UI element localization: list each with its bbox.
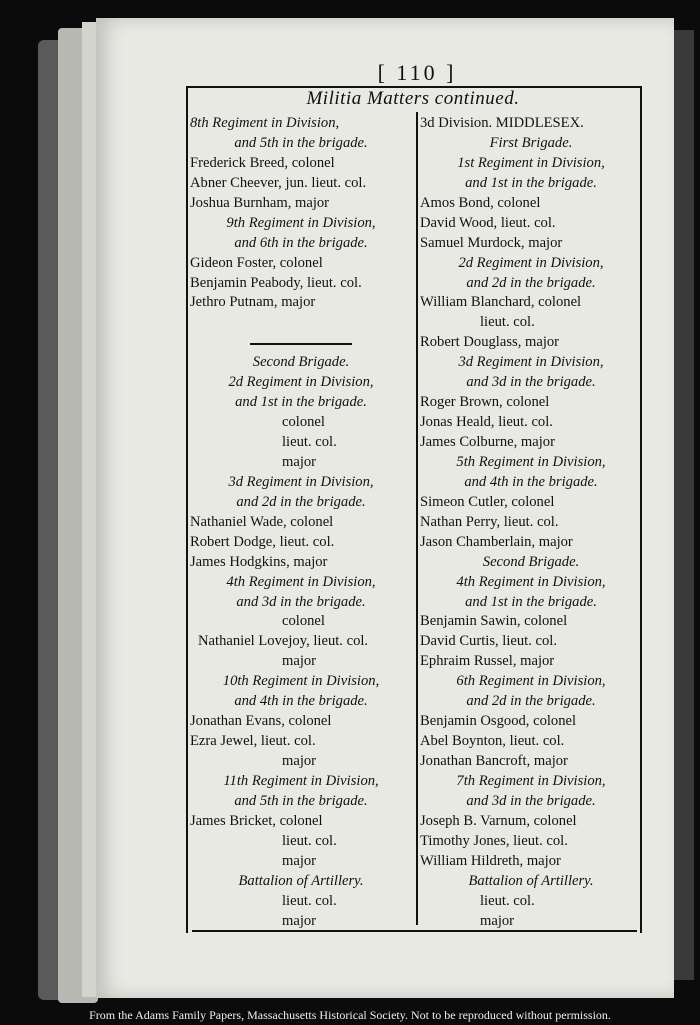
roster-line: 2d Regiment in Division, <box>228 374 374 391</box>
roster-line: 3d Regiment in Division, <box>228 473 374 490</box>
roster-line: William Blanchard, colonel <box>420 294 582 311</box>
roster-line: and 4th in the brigade. <box>464 473 598 490</box>
roster-line: 7th Regiment in Division, <box>456 772 606 789</box>
roster-line: Jethro Putnam, major <box>190 294 316 311</box>
roster-line: and 5th in the brigade. <box>234 792 368 809</box>
roster-line: Ezra Jewel, lieut. col. <box>190 733 316 750</box>
roster-line: and 4th in the brigade. <box>234 693 368 710</box>
roster-line: and 6th in the brigade. <box>234 234 368 251</box>
roster-line: and 3d in the brigade. <box>236 593 366 610</box>
roster-line: Robert Dodge, lieut. col. <box>190 533 335 550</box>
roster-line: Simeon Cutler, colonel <box>420 493 555 510</box>
roster-line: Roger Brown, colonel <box>420 394 550 411</box>
roster-line: 3d Regiment in Division, <box>458 354 604 371</box>
roster-line: 9th Regiment in Division, <box>226 214 376 231</box>
roster-line: lieut. col. <box>480 892 535 909</box>
roster-line: Benjamin Peabody, lieut. col. <box>190 274 362 291</box>
roster-line: Abel Boynton, lieut. col. <box>420 733 565 750</box>
roster-line: lieut. col. <box>282 434 337 450</box>
roster-line: James Bricket, colonel <box>190 812 323 829</box>
roster-line: First Brigade. <box>489 134 573 151</box>
roster-line: 3d Division. MIDDLESEX. <box>420 115 584 131</box>
roster-line: Jonathan Evans, colonel <box>190 713 332 730</box>
roster-line: lieut. col. <box>282 832 337 849</box>
roster-line: and 2d in the brigade. <box>466 274 596 291</box>
roster-line: and 3d in the brigade. <box>466 374 596 391</box>
roster-line: and 1st in the brigade. <box>465 593 597 610</box>
roster-line: Nathaniel Lovejoy, lieut. col. <box>198 633 369 650</box>
roster-line: and 2d in the brigade. <box>466 693 596 710</box>
roster-line: Nathaniel Wade, colonel <box>190 513 334 530</box>
section-header: Militia Matters continued. <box>306 88 520 109</box>
column-divider <box>416 112 418 925</box>
roster-line: major <box>282 753 317 769</box>
roster-line: 10th Regiment in Division, <box>222 673 380 690</box>
roster-line: Benjamin Osgood, colonel <box>420 713 577 730</box>
roster-line: 11th Regiment in Division, <box>223 772 379 789</box>
left-column <box>190 114 412 931</box>
roster-line: colonel <box>282 613 325 630</box>
roster-line: 5th Regiment in Division, <box>456 453 606 470</box>
roster-line: and 1st in the brigade. <box>465 174 597 191</box>
roster-line: Timothy Jones, lieut. col. <box>420 832 568 849</box>
roster-line: and 1st in the brigade. <box>235 394 367 411</box>
roster-line: and 5th in the brigade. <box>234 134 368 151</box>
roster-line: Battalion of Artillery. <box>468 872 594 889</box>
roster-line: 8th Regiment in Division, <box>190 115 340 131</box>
roster-line: Jason Chamberlain, major <box>420 533 573 550</box>
roster-line: lieut. col. <box>282 892 337 909</box>
roster-line: Joshua Burnham, major <box>190 194 330 211</box>
right-column <box>420 114 642 931</box>
section-rule <box>190 333 412 353</box>
roster-line: James Colburne, major <box>420 434 555 450</box>
roster-line: David Wood, lieut. col. <box>420 214 556 231</box>
roster-line: Nathan Perry, lieut. col. <box>420 513 559 530</box>
roster-line: Amos Bond, colonel <box>420 194 541 211</box>
page-number: [ 110 ] <box>377 60 457 85</box>
roster-line: William Hildreth, major <box>420 852 561 869</box>
roster-line: major <box>282 912 317 929</box>
roster-line: Second Brigade. <box>482 553 580 570</box>
roster-line: major <box>480 912 515 929</box>
roster-line: major <box>282 852 317 869</box>
roster-line: major <box>282 653 317 670</box>
roster-line: Ephraim Russel, major <box>420 653 555 670</box>
roster-line: Benjamin Sawin, colonel <box>420 613 568 630</box>
roster-line: Robert Douglass, major <box>420 334 560 351</box>
roster-line: Frederick Breed, colonel <box>190 154 335 171</box>
roster-line: Samuel Murdock, major <box>420 234 563 251</box>
roster-line: and 2d in the brigade. <box>236 493 366 510</box>
roster-line: James Hodgkins, major <box>190 553 328 570</box>
roster-line: 6th Regiment in Division, <box>456 673 606 690</box>
roster-line: 4th Regiment in Division, <box>226 573 376 590</box>
roster-line: Jonathan Bancroft, major <box>420 753 568 769</box>
roster-line: Gideon Foster, colonel <box>190 254 323 271</box>
roster-line: and 3d in the brigade. <box>466 792 596 809</box>
roster-line: colonel <box>282 414 325 431</box>
roster-line: 2d Regiment in Division, <box>458 254 604 271</box>
roster-line: Jonas Heald, lieut. col. <box>420 414 553 431</box>
roster-line: Battalion of Artillery. <box>238 872 364 889</box>
roster-line: major <box>282 453 317 470</box>
roster-line: 1st Regiment in Division, <box>457 154 605 171</box>
spacer <box>190 313 412 333</box>
roster-line: Second Brigade. <box>252 354 350 371</box>
roster-line: lieut. col. <box>480 314 535 331</box>
roster-line: Abner Cheever, jun. lieut. col. <box>190 174 367 191</box>
roster-line: Joseph B. Varnum, colonel <box>420 812 577 829</box>
copyright-footer: From the Adams Family Papers, Massachusetts Historical Society. Not to be reproduced without permission. <box>89 1008 611 1022</box>
roster-line: David Curtis, lieut. col. <box>420 633 558 650</box>
roster-line: 4th Regiment in Division, <box>456 573 606 590</box>
